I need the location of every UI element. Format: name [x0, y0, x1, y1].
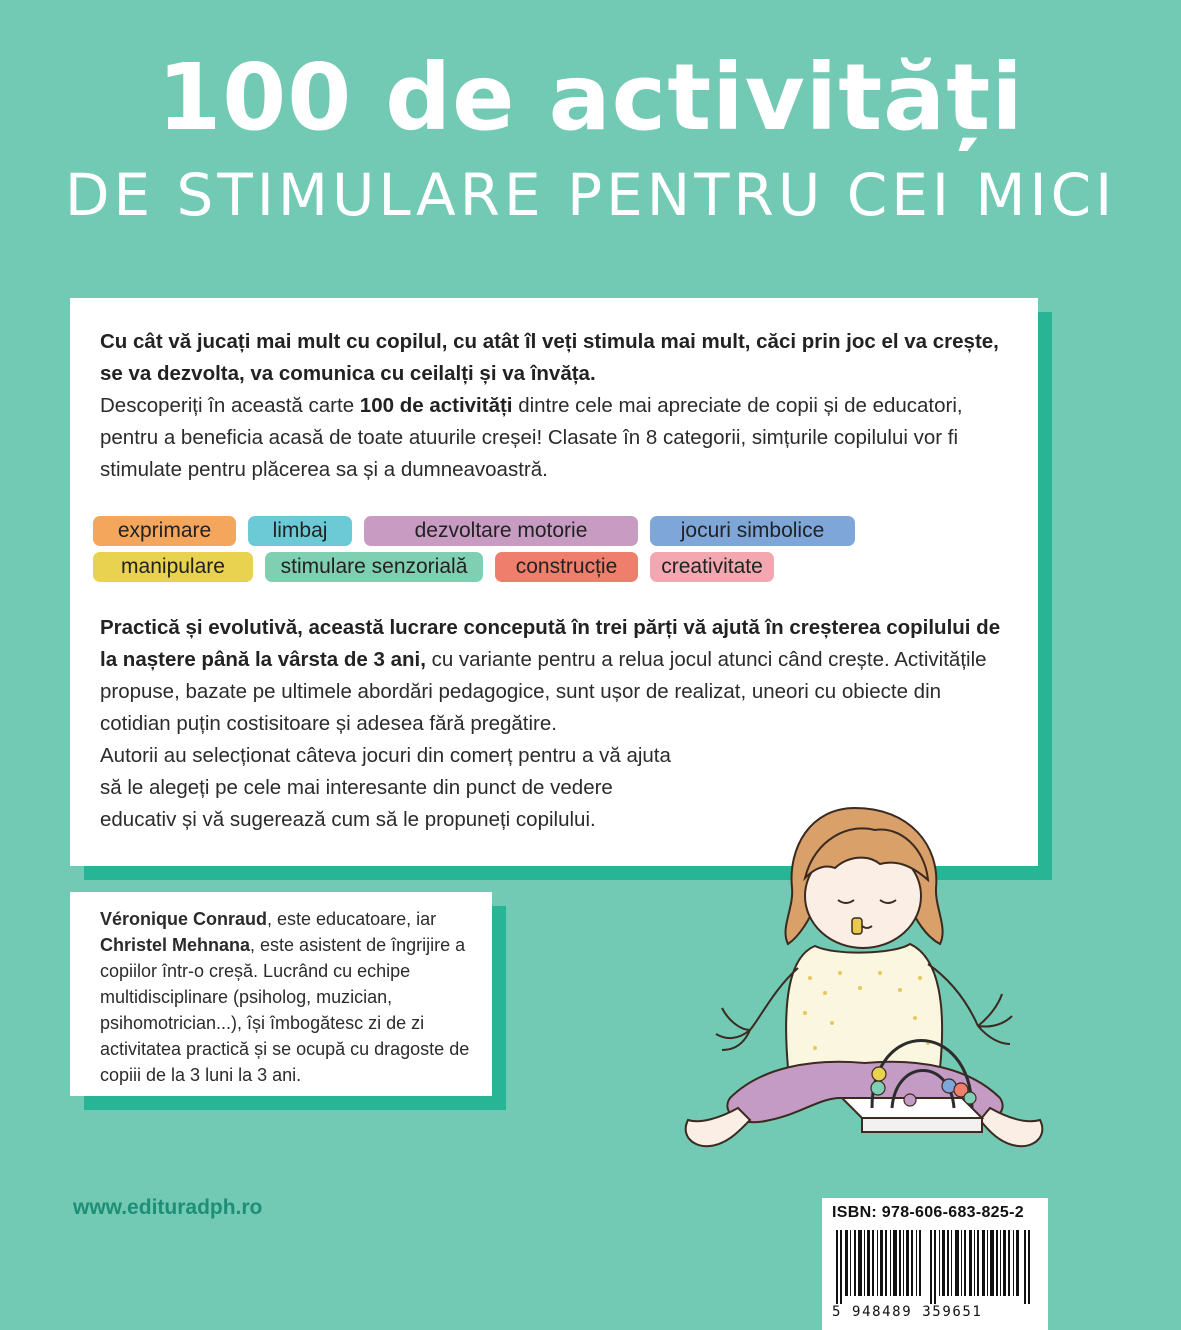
book-title: 100 de activități: [157, 44, 1024, 151]
authors-text: [100, 906, 476, 1088]
description-para3-line3: educativ și vă sugerează cum să le propuneți copilului.: [100, 808, 596, 831]
line2-bold: 100 de activități: [359, 394, 513, 417]
description-intro: [100, 326, 1008, 390]
category-row-1: [93, 516, 1008, 546]
para2-rest: cu variante pentru a relua jocul atunci când crește. Activitățile propuse, bazate pe ultimele abordări pedagogice, sunt ușor de realizat, uneori cu obiecte din cotidian puțin costisitoare și adesea fără pregătire.: [100, 648, 987, 735]
category-tag: limbaj: [248, 516, 352, 546]
intro-bold: Cu cât vă jucați mai mult cu copilul, cu atât îl veți stimula mai mult, căci prin joc el va crește, se va dezvolta, va comunica cu ceilalți și va învăța.: [100, 330, 999, 385]
category-tag: stimulare senzorială: [265, 552, 483, 582]
author-name-1: Véronique Conraud: [100, 909, 268, 929]
description-line2: [100, 390, 1008, 486]
para2-bold: Practică și evolutivă, această lucrare concepută în trei părți vă ajută în creșterea copilului de la naștere până la vârsta de 3 ani,: [100, 616, 1001, 671]
category-tag: dezvoltare motorie: [364, 516, 638, 546]
child-playing-illustration: [610, 768, 1090, 1198]
description-para3-line2: să le alegeți pe cele mai interesante din punct de vedere: [100, 776, 613, 799]
description-para2: [100, 612, 1008, 740]
publisher-website[interactable]: www.edituradph.ro: [73, 1196, 263, 1219]
authors-box: [70, 892, 492, 1096]
category-tag: exprimare: [93, 516, 236, 546]
authors-text-2: , este asistent de îngrijire a copiilor într-o creșă. Lucrând cu echipe multidisciplinare (psiholog, muzician, psihomotrician...), își îmbogătesc zi de zi activitatea practică și se ocupă cu dragoste de copiii de la 3 luni la 3 ani.: [100, 935, 470, 1085]
category-tag: construcție: [495, 552, 638, 582]
isbn-barcode-box: [822, 1198, 1048, 1330]
author-name-2: Christel Mehnana: [100, 935, 251, 955]
barcode-number: 5 948489 359651: [832, 1304, 983, 1320]
isbn-label: ISBN: 978-606-683-825-2: [832, 1204, 1024, 1221]
category-tag: manipulare: [93, 552, 253, 582]
category-tag: creativitate: [650, 552, 774, 582]
line2-pre: Descoperiți în această carte: [100, 394, 360, 417]
barcode-icon: [832, 1230, 1038, 1304]
description-para3-line1: Autorii au selecționat câteva jocuri din comerț pentru a vă ajuta: [100, 744, 671, 767]
category-row-2: [93, 552, 1008, 582]
book-subtitle: DE STIMULARE PENTRU CEI MICI: [64, 161, 1117, 229]
line2-post: dintre cele mai apreciate de copii și de educatori, pentru a beneficia acasă de toate atuurile creșei! Clasate în 8 categorii, simțurile copilului vor fi stimulate pentru plăcerea sa și a dumneavoastră.: [100, 394, 963, 481]
category-tags: [93, 516, 1008, 582]
category-tag: jocuri simbolice: [650, 516, 855, 546]
authors-text-1: , este educatoare, iar: [267, 909, 437, 929]
